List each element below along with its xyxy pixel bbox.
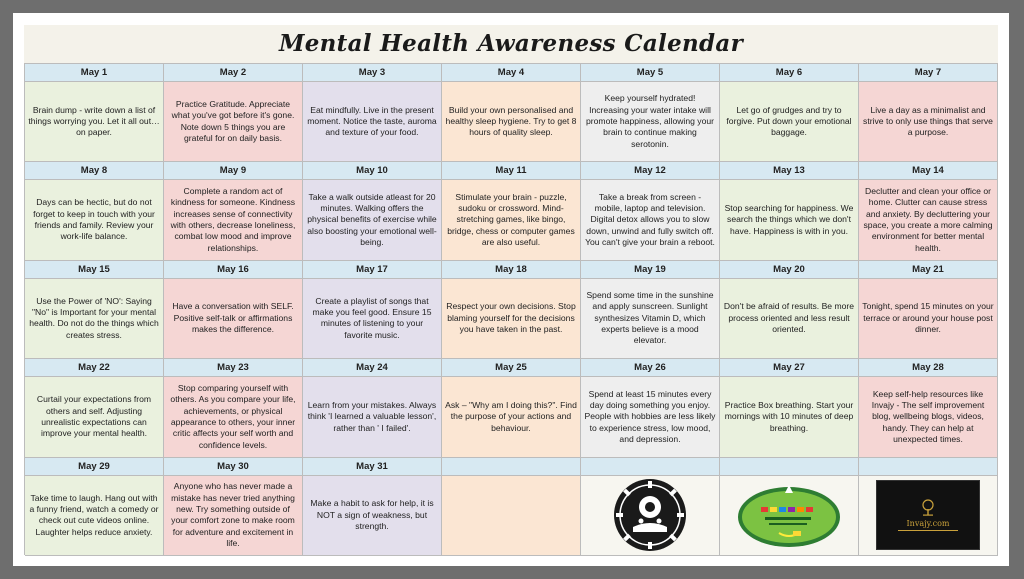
day-text: Use the Power of 'NO': Saying "No" is Important for your mental health. Do not do the things which creates stress. (29, 295, 159, 340)
page-frame (13, 13, 1009, 566)
day-date: May 7 (859, 64, 997, 82)
day-text: Build your own personalised and healthy sleep hygiene. Try to get 8 hours of quality sleep. (445, 104, 577, 138)
day-cell (303, 261, 442, 359)
invajy-brand-text: Invajy.com (906, 519, 950, 529)
day-date: May 22 (25, 359, 163, 377)
day-date: May 8 (25, 162, 163, 180)
day-cell (442, 64, 581, 162)
day-cell (25, 261, 164, 359)
day-text: Take a walk outside atleast for 20 minutes. Walking offers the physical benefits of exercise while also boosting your emotional well-being. (307, 191, 437, 248)
day-date: May 6 (720, 64, 858, 82)
day-date: May 27 (720, 359, 858, 377)
day-cell (164, 261, 303, 359)
day-text: Days can be hectic, but do not forget to keep in touch with your friends and family. Review your work-life balance. (33, 197, 155, 242)
day-cell (581, 162, 720, 260)
day-text: Curtail your expectations from others and self. Adjusting unrealistic expectations can improve your mental health. (36, 394, 152, 439)
day-date: May 23 (164, 359, 302, 377)
day-date: May 3 (303, 64, 441, 82)
day-cell (581, 261, 720, 359)
tree-icon (918, 499, 938, 517)
day-cell (442, 162, 581, 260)
day-date: May 9 (164, 162, 302, 180)
day-text: Let go of grudges and try to forgive. Put down your emotional baggage. (726, 104, 852, 138)
day-date: May 14 (859, 162, 997, 180)
day-date: May 1 (25, 64, 163, 82)
day-cell (303, 359, 442, 457)
day-text: Spend some time in the sunshine and apply sunscreen. Sunlight synthesizes Vitamin D, which experts believe is a mood elevator. (586, 290, 714, 346)
day-text: Keep self-help resources like Invajy - The self improvement blog, wellbeing blogs, videos, handy. They can help at unexpected times. (871, 388, 985, 444)
day-cell (442, 359, 581, 457)
day-cell (581, 64, 720, 162)
empty-date (859, 458, 997, 476)
day-cell (25, 359, 164, 457)
day-cell (859, 359, 998, 457)
logo-cell (859, 458, 998, 556)
day-date: May 13 (720, 162, 858, 180)
day-cell (164, 64, 303, 162)
day-cell (720, 162, 859, 260)
day-text: Create a playlist of songs that make you feel good. Ensure 15 minutes of listening to your favorite music. (312, 295, 432, 340)
day-date: May 21 (859, 261, 997, 279)
day-text: Tonight, spend 15 minutes on your terrace or around your house post dinner. (862, 301, 994, 335)
day-date: May 29 (25, 458, 163, 476)
day-text: Complete a random act of kindness for someone. Kindness increases sense of connectivity with others, decrease loneliness, combat low mood and improve relationships. (170, 186, 296, 253)
day-date: May 5 (581, 64, 719, 82)
day-date: May 19 (581, 261, 719, 279)
day-cell (164, 359, 303, 457)
day-date: May 15 (25, 261, 163, 279)
day-text: Practice Box breathing. Start your mornings with 10 minutes of deep breathing. (724, 399, 854, 433)
day-text: Make a habit to ask for help, it is NOT a sign of weakness, but strength. (310, 498, 434, 531)
day-text: Don't be afraid of results. Be more process oriented and less result oriented. (723, 301, 855, 335)
empty-date (442, 458, 580, 476)
day-cell (303, 64, 442, 162)
brain-gear-logo-icon (611, 477, 689, 553)
day-text: Anyone who has never made a mistake has never tried anything new. Try something outside of your comfort zone to make room for adventure and excitement in life. (171, 481, 295, 548)
day-cell (164, 162, 303, 260)
day-cell (859, 64, 998, 162)
day-text: Learn from your mistakes. Always think 'I learned a valuable lesson', rather than ' I failed'. (307, 399, 437, 433)
day-text: Stimulate your brain - puzzle, sudoku or crossword. Mind-stretching games, like bingo, bridge, chess or computer games are also useful. (447, 191, 575, 248)
day-cell (303, 458, 442, 556)
logo-cell (581, 458, 720, 556)
day-cell (442, 261, 581, 359)
logo-cell (720, 458, 859, 556)
day-date: May 26 (581, 359, 719, 377)
day-text: Take time to laugh. Hang out with a funny friend, watch a comedy or check out cute videos online. Laughter helps reduce anxiety. (29, 492, 159, 537)
day-text: Ask – "Why am I doing this?". Find the purpose of your actions and behaviour. (445, 399, 577, 433)
day-text: Stop searching for happiness. We search the things which we don't have. Happiness is with in you. (724, 203, 854, 236)
day-cell (25, 64, 164, 162)
day-text: Eat mindfully. Live in the present moment. Notice the taste, auroma and texture of your food. (307, 104, 437, 138)
day-text: Stop comparing yourself with others. As you compare your life, achievements, or physical appearance to others, your inner critic affects your self worth and confidence levels. (170, 382, 296, 450)
day-text: Keep yourself hydrated! Increasing your water intake will promote happiness, allowing your brain to continue making serotonin. (585, 93, 715, 149)
day-text: Have a conversation with SELF. Positive self-talk or affirmations makes the difference. (172, 301, 294, 335)
day-text: Respect your own decisions. Stop blaming yourself for the decisions you have taken in the past. (446, 301, 576, 335)
day-text: Take a break from screen - mobile, laptop and television. Digital detox allows you to slow down, unwind and fully switch off. You can't give your brain a reboot. (585, 191, 715, 248)
day-text: Brain dump - write down a list of things worrying you. Let it all out…on paper. (28, 104, 160, 138)
day-cell (581, 359, 720, 457)
logo-rule (898, 530, 958, 531)
calendar-title: Mental Health Awareness Calendar (278, 30, 744, 57)
day-text: Spend at least 15 minutes every day doing something you enjoy. People with hobbies are less likely to experience stress, low mood, and depression. (584, 388, 716, 444)
day-cell (720, 359, 859, 457)
empty-date (720, 458, 858, 476)
day-cell (164, 458, 303, 556)
day-date: May 24 (303, 359, 441, 377)
day-cell (303, 162, 442, 260)
day-date: May 20 (720, 261, 858, 279)
day-text: Practice Gratitude. Appreciate what you've got before it's gone. Note down 5 things you are grateful for on daily basis. (171, 99, 295, 144)
day-date: May 25 (442, 359, 580, 377)
day-cell (25, 162, 164, 260)
day-cell (859, 261, 998, 359)
day-date: May 2 (164, 64, 302, 82)
day-cell (720, 261, 859, 359)
day-text: Declutter and clean your office or home. Clutter can cause stress and anxiety. By decluttering your space, you create a more calming environment for better mental health. (863, 186, 993, 253)
day-date: May 31 (303, 458, 441, 476)
green-oval-logo-icon (735, 479, 843, 551)
day-date: May 12 (581, 162, 719, 180)
empty-date (581, 458, 719, 476)
calendar-sheet (24, 25, 998, 555)
day-text: Live a day as a minimalist and strive to only use things that serve a purpose. (863, 104, 993, 138)
calendar-grid (24, 63, 998, 555)
day-cell (859, 162, 998, 260)
day-date: May 4 (442, 64, 580, 82)
day-date: May 30 (164, 458, 302, 476)
invajy-gold-logo (876, 480, 980, 550)
day-date: May 18 (442, 261, 580, 279)
day-date: May 11 (442, 162, 580, 180)
day-cell (720, 64, 859, 162)
day-cell (25, 458, 164, 556)
day-date: May 17 (303, 261, 441, 279)
empty-cell (442, 458, 581, 556)
day-date: May 28 (859, 359, 997, 377)
day-date: May 10 (303, 162, 441, 180)
day-date: May 16 (164, 261, 302, 279)
